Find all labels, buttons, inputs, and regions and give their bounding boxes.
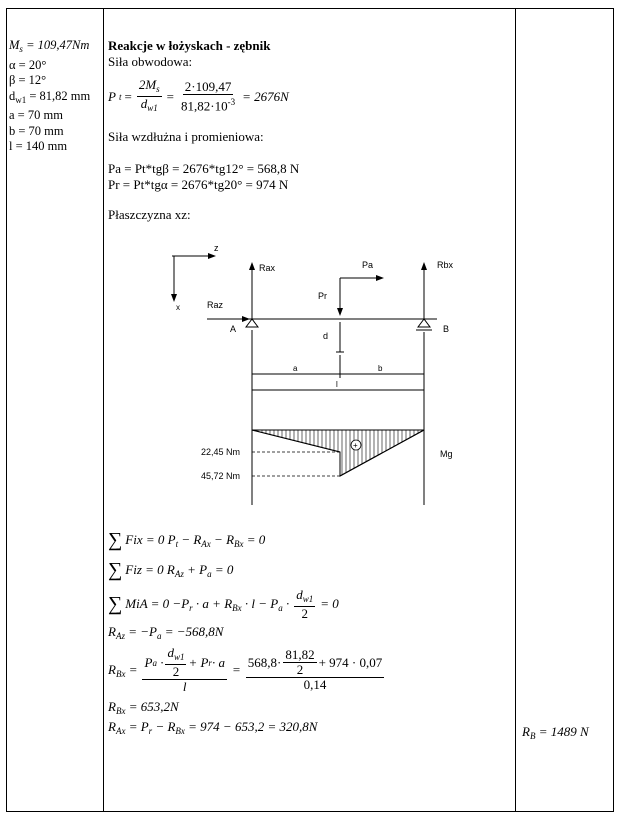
mg-label: Mg: [440, 449, 453, 459]
dim-l-label: l: [336, 380, 338, 389]
alpha-value: α = 20°: [9, 57, 47, 72]
fix-equation: ∑ Fix = 0 $P_t - R_{Ax} - R_{Bx} = 0$: [108, 529, 266, 551]
pt-equation: P t = $\frac{2M_s}{d_{w1}}$ = $\frac{2\cdot 109,47}{81,82\cdot 10^{-3}}$ = 2676N: [108, 77, 289, 114]
rax-result: $R_{Ax} = P_r - R_{Bx} = 974 - 653,2 = 320,8N$: [108, 718, 318, 736]
pr-line: Pr = Pt*tgα = 2676*tg20° = 974 N: [108, 177, 289, 192]
rbx-equation: $R_{Bx}$ = P a · $\frac{d_{w1}}{2}$ + P r · a l = 568,8· $\frac{81,82}{2}$ + 974 · 0,07 0,14: [108, 645, 383, 694]
rax-label: Rax: [259, 263, 276, 273]
sila-obwodowa-label: Siła obwodowa:: [108, 54, 193, 69]
section-title: Reakcje w łożyskach - zębnik: [108, 38, 271, 53]
support-a: [246, 319, 258, 327]
x-axis-label: x: [176, 303, 180, 312]
b-value: b = 70 mm: [9, 123, 64, 138]
moment-value-2: 45,72 Nm: [201, 471, 241, 481]
pa-line: Pa = Pt*tgβ = 2676*tg12° = 568,8 N: [108, 161, 300, 176]
mia-equation: ∑ MiA = $0 -P_r \cdot a + R_{Bx} \cdot l - P_a$ · $\frac{d_{w1}}{2}$ = 0: [108, 586, 339, 621]
raz-result: $R_{Az} = -P_a = -568,8N$: [108, 623, 224, 641]
raz-label: Raz: [207, 300, 224, 310]
z-axis-label: z: [214, 243, 219, 253]
rb-result: $R_B = 1489$ N: [522, 724, 589, 741]
dim-a-label: a: [293, 364, 298, 373]
pt-fraction-2: $\frac{2\cdot 109,47}{81,82\cdot 10^{-3}}$: [181, 78, 236, 114]
fiz-equation: ∑ Fiz = 0 $R_{Az} + P_a = 0$: [108, 559, 234, 581]
rbx-result: $R_{Bx} = 653,2N$: [108, 698, 179, 716]
d-label: d: [323, 331, 329, 341]
l-value: l = 140 mm: [9, 139, 68, 153]
pa-label: Pa: [362, 260, 374, 270]
support-b: [418, 319, 430, 327]
sila-wzdluzna-label: Siła wzdłużna i promieniowa:: [108, 129, 264, 144]
plaszczyzna-label: Płaszczyzna xz:: [108, 207, 191, 222]
rbx-label: Rbx: [437, 260, 454, 270]
pt-fraction-1: $\frac{2M_s}{d_{w1}}$: [138, 77, 160, 113]
dim-b-label: b: [378, 364, 383, 373]
point-a-label: A: [230, 324, 237, 334]
a-value: a = 70 mm: [9, 108, 63, 122]
ms-value: $M_s = 109,47Nm$: [9, 38, 90, 54]
equations-block: [108, 529, 508, 737]
pr-label: Pr: [318, 291, 327, 301]
beta-value: β = 12°: [9, 73, 47, 87]
point-b-label: B: [443, 324, 450, 334]
dw1-value: $d_{w1} = 81,82$ mm: [9, 88, 91, 105]
plus-sign: +: [353, 441, 358, 450]
moment-value-1: 22,45 Nm: [201, 447, 241, 457]
